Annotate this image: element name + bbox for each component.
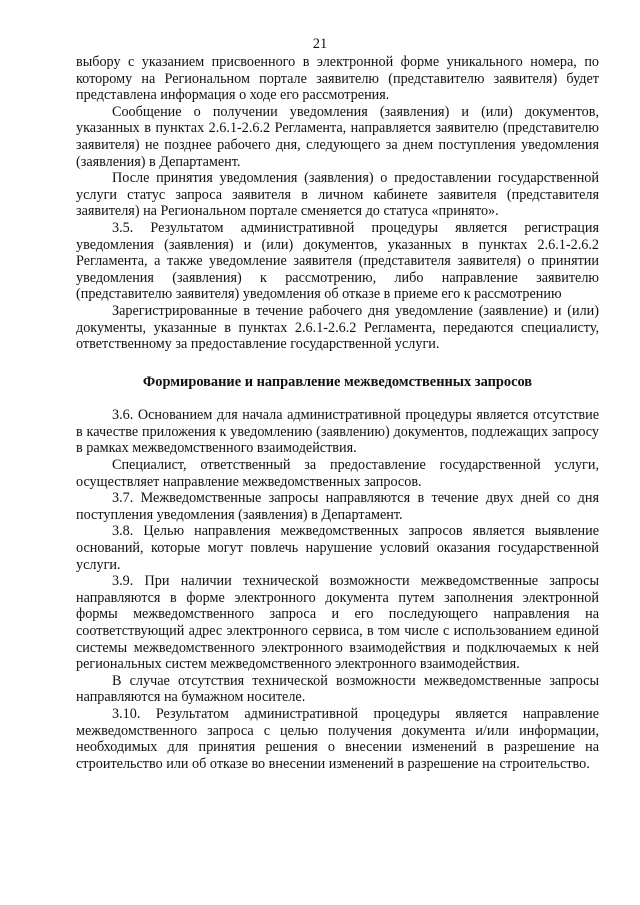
document-body	[76, 54, 599, 772]
section-heading: Формирование и направление межведомственных запросов	[142, 373, 533, 390]
paragraph-status-change: После принятия уведомления (заявления) о предоставлении государственной услуги статус запроса заявителя в личном кабинете заявителя (представителя заявителя) на Региональном портале сменяется до статуса «принято».	[76, 170, 599, 220]
paragraph-continuation: выбору с указанием присвоенного в электронной форме уникального номера, по которому на Региональном портале заявителю (представителю заявителя) будет представлена информация о ходе его рассмотрения.	[76, 54, 599, 104]
paragraph-registered-transfer: Зарегистрированные в течение рабочего дня уведомление (заявление) и (или) документы, указанные в пунктах 2.6.1-2.6.2 Регламента, передаются специалисту, ответственному за предоставление государственной услуги.	[76, 302, 599, 353]
paragraph-3-7: 3.7. Межведомственные запросы направляются в течение двух дней со дня поступления уведомления (заявления) в Департамент.	[76, 490, 599, 523]
paragraph-receipt-message: Сообщение о получении уведомления (заявления) и (или) документов, указанных в пунктах 2.6.1-2.6.2 Регламента, направляется заявителю (представителю заявителя) не позднее рабочего дня, следующего за днем поступления уведомления (заявления) в Департамент.	[76, 103, 599, 170]
paragraph-3-5: 3.5. Результатом административной процедуры является регистрация уведомления (заявления) и (или) документов, указанных в пунктах 2.6.1-2.6.2 Регламента, а также уведомление заявителя (представителя заявителя) о принятии уведомления (заявления) к рассмотрению, либо направление заявителю (представителю заявителя) уведомления об отказе в приеме его к рассмотрению	[76, 219, 599, 303]
page-number: 21	[312, 36, 328, 52]
paragraph-3-10: 3.10. Результатом административной процедуры является направление межведомственного запроса с целью получения документа и/или информации, необходимых для принятия решения о внесении изменений в разрешение на строительство или об отказе во внесении изменений в разрешение на строительство.	[76, 705, 599, 772]
paragraph-3-6: 3.6. Основанием для начала административной процедуры является отсутствие в качестве приложения к уведомлению (заявлению) документов, подлежащих запросу в рамках межведомственного взаимодействия.	[76, 407, 599, 457]
paragraph-3-9: 3.9. При наличии технической возможности межведомственные запросы направляются в форме электронного документа путем заполнения электронной формы межведомственного запроса и его последующего направления на соответствующий адрес электронного сервиса, в том числе с использованием единой системы межведомственного электронного взаимодействия и подключаемых к ней региональных систем межведомственного электронного взаимодействия.	[76, 573, 599, 673]
paragraph-3-8: 3.8. Целью направления межведомственных запросов является выявление оснований, которые могут повлечь нарушение условий оказания государственной услуги.	[76, 523, 599, 573]
paragraph-paper-medium: В случае отсутствия технической возможности межведомственные запросы направляются на бумажном носителе.	[76, 672, 599, 706]
paragraph-specialist: Специалист, ответственный за предоставление государственной услуги, осуществляет направление межведомственных запросов.	[76, 457, 599, 490]
